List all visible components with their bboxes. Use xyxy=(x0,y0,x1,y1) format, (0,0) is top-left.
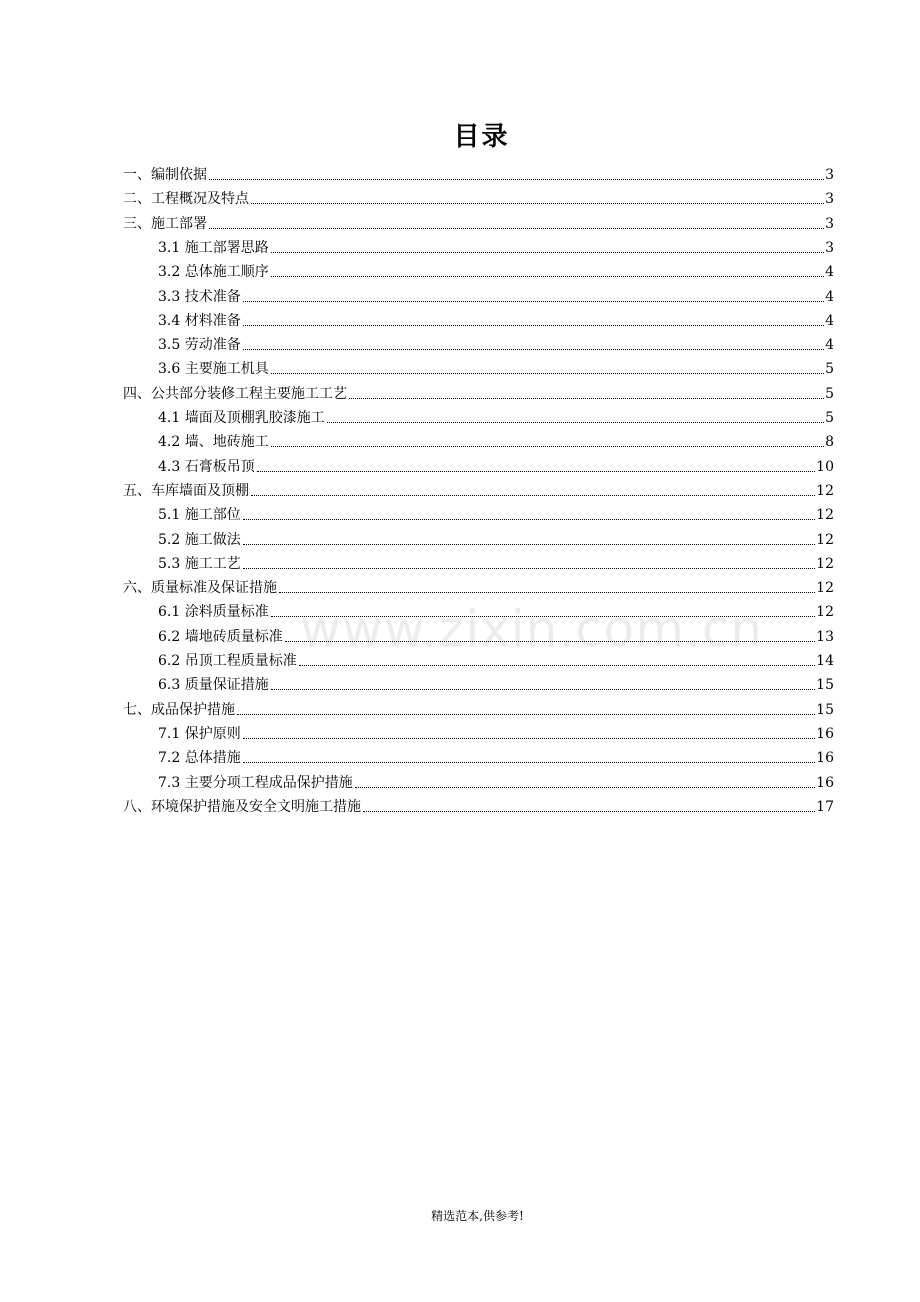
toc-entry[interactable] xyxy=(158,768,834,792)
toc-entry-label: 3.1 施工部署思路 xyxy=(158,239,269,256)
toc-entry-label: 3.3 技术准备 xyxy=(158,288,241,305)
toc-entry-label: 八、环境保护措施及安全文明施工措施 xyxy=(123,798,361,815)
toc-entry-page-number: 15 xyxy=(816,701,834,718)
toc-entry-page-number: 12 xyxy=(816,580,834,597)
toc-entry-page-number: 12 xyxy=(816,604,834,621)
toc-entry[interactable] xyxy=(158,743,834,767)
dot-leader xyxy=(243,349,824,350)
dot-leader xyxy=(271,252,824,253)
toc-entry[interactable] xyxy=(123,476,834,500)
page-footer: 精选范本,供参考! xyxy=(431,1209,524,1223)
dot-leader xyxy=(251,203,824,204)
toc-entry-label: 6.1 涂料质量标准 xyxy=(158,604,269,621)
toc-entry[interactable] xyxy=(158,403,834,427)
toc-entry-page-number: 3 xyxy=(825,191,834,208)
toc-entry-label: 4.3 石膏板吊顶 xyxy=(158,458,255,475)
dot-leader xyxy=(349,398,824,399)
dot-leader xyxy=(243,544,815,545)
toc-entry[interactable] xyxy=(158,525,834,549)
toc-entry[interactable] xyxy=(158,549,834,573)
toc-entry-page-number: 3 xyxy=(825,167,834,183)
toc-entry-label: 七、成品保护措施 xyxy=(123,701,235,718)
toc-entry-page-number: 16 xyxy=(816,725,834,742)
toc-entry[interactable] xyxy=(123,209,834,233)
toc-entry-label: 3.2 总体施工顺序 xyxy=(158,264,269,281)
toc-entry-page-number: 12 xyxy=(816,555,834,572)
toc-entry-label: 3.4 材料准备 xyxy=(158,312,241,329)
dot-leader xyxy=(243,325,824,326)
dot-leader xyxy=(355,787,815,788)
dot-leader xyxy=(243,301,824,302)
toc-entry-page-number: 14 xyxy=(816,653,834,669)
dot-leader xyxy=(243,519,815,520)
toc-entry[interactable] xyxy=(158,354,834,378)
toc-entry[interactable] xyxy=(123,792,834,816)
toc-entry-page-number: 12 xyxy=(816,482,834,499)
toc-entry-page-number: 4 xyxy=(825,264,834,281)
toc-entry-label: 6.2 吊顶工程质量标准 xyxy=(158,653,297,669)
dot-leader xyxy=(251,495,815,496)
toc-entry[interactable] xyxy=(123,573,834,597)
toc-entry[interactable] xyxy=(158,282,834,306)
toc-entry[interactable] xyxy=(123,160,834,184)
toc-entry[interactable] xyxy=(158,257,834,281)
dot-leader xyxy=(237,714,815,715)
toc-entry-label: 6.2 墙地砖质量标准 xyxy=(158,628,283,645)
toc-entry-page-number: 3 xyxy=(825,239,834,256)
toc-entry-label: 三、施工部署 xyxy=(123,215,207,232)
toc-entry-label: 7.2 总体措施 xyxy=(158,750,241,767)
toc-entry-label: 4.2 墙、地砖施工 xyxy=(158,434,269,451)
toc-entry-page-number: 13 xyxy=(816,628,834,645)
toc-entry-page-number: 4 xyxy=(825,312,834,329)
dot-leader xyxy=(299,665,815,666)
toc-entry-page-number: 5 xyxy=(825,410,834,426)
toc-entry-page-number: 5 xyxy=(825,385,834,402)
toc-entry-label: 4.1 墙面及顶棚乳胶漆施工 xyxy=(158,410,325,426)
toc-entry-label: 五、车库墙面及顶棚 xyxy=(123,482,249,499)
toc-entry-label: 5.3 施工工艺 xyxy=(158,555,241,572)
toc-entry-label: 二、工程概况及特点 xyxy=(123,191,249,208)
toc-entry-label: 3.5 劳动准备 xyxy=(158,337,241,354)
toc-entry[interactable] xyxy=(123,695,834,719)
toc-entry[interactable] xyxy=(158,330,834,354)
toc-entry-page-number: 3 xyxy=(825,215,834,232)
toc-entry-page-number: 8 xyxy=(825,434,834,451)
toc-entry[interactable] xyxy=(158,500,834,524)
dot-leader xyxy=(209,179,824,180)
toc-entry-page-number: 4 xyxy=(825,288,834,305)
toc-entry-label: 5.2 施工做法 xyxy=(158,531,241,548)
toc-entry-page-number: 16 xyxy=(816,750,834,767)
toc-entry-page-number: 5 xyxy=(825,361,834,378)
dot-leader xyxy=(271,276,824,277)
toc-entry-label: 6.3 质量保证措施 xyxy=(158,677,269,694)
toc-entry[interactable] xyxy=(158,233,834,257)
dot-leader xyxy=(257,471,815,472)
toc-entry-page-number: 12 xyxy=(816,531,834,548)
toc-entry-page-number: 17 xyxy=(816,798,834,815)
toc-entry[interactable] xyxy=(158,452,834,476)
toc-entry[interactable] xyxy=(158,306,834,330)
toc-entry-label: 5.1 施工部位 xyxy=(158,507,241,524)
toc-entry[interactable] xyxy=(158,670,834,694)
dot-leader xyxy=(209,228,824,229)
toc-entry-label: 7.1 保护原则 xyxy=(158,725,241,742)
toc-entry[interactable] xyxy=(158,427,834,451)
toc-entry-page-number: 10 xyxy=(816,458,834,475)
toc-entry-label: 四、公共部分装修工程主要施工工艺 xyxy=(123,385,347,402)
toc-title: 目录 xyxy=(453,122,510,152)
toc-entry[interactable] xyxy=(123,379,834,403)
toc-entry-page-number: 15 xyxy=(816,677,834,694)
dot-leader xyxy=(327,422,824,423)
toc-entry-label: 7.3 主要分项工程成品保护措施 xyxy=(158,774,353,791)
watermark: www.zixin.com.cn xyxy=(300,600,764,658)
dot-leader xyxy=(271,373,824,374)
dot-leader xyxy=(243,762,815,763)
toc-entry-label: 3.6 主要施工机具 xyxy=(158,361,269,378)
dot-leader xyxy=(271,446,824,447)
toc-entry-page-number: 12 xyxy=(816,507,834,524)
dot-leader xyxy=(279,592,815,593)
dot-leader xyxy=(271,689,815,690)
dot-leader xyxy=(363,811,815,812)
toc-entry-page-number: 4 xyxy=(825,337,834,354)
toc-entry[interactable] xyxy=(158,719,834,743)
dot-leader xyxy=(243,568,815,569)
toc-entry[interactable] xyxy=(123,184,834,208)
toc-entry-label: 一、编制依据 xyxy=(123,167,207,183)
toc-entry-page-number: 16 xyxy=(816,774,834,791)
toc-entry-label: 六、质量标准及保证措施 xyxy=(123,580,277,597)
dot-leader xyxy=(243,738,815,739)
